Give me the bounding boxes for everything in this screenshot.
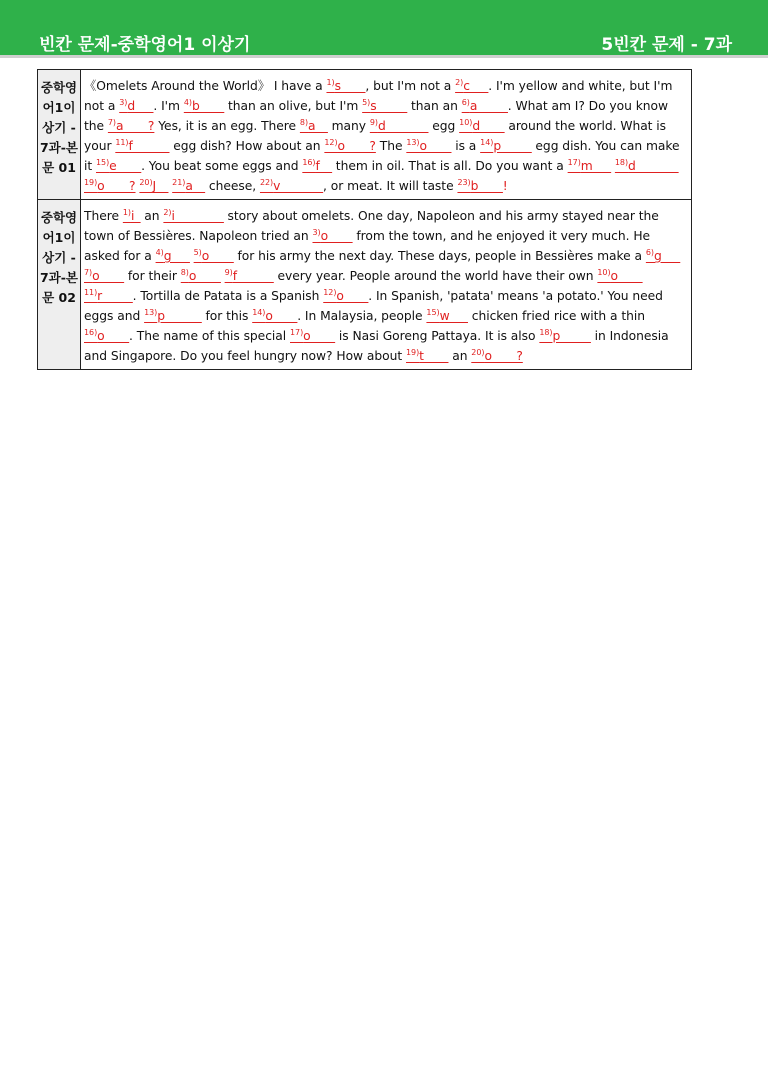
end-mark: ! — [502, 179, 508, 193]
blank-number: 6) — [645, 248, 654, 257]
blank-number: 14) — [252, 308, 266, 317]
blank-number: 1) — [326, 78, 335, 87]
blank-number: 5) — [193, 248, 202, 257]
blank-number: 3) — [312, 228, 321, 237]
answer-blank: $^{18)}$p_____ — [539, 328, 591, 343]
blank-number: 20) — [139, 178, 153, 187]
answer-blank: $^{9)}$d_______ — [369, 118, 429, 133]
answer-blank: $^{9)}$f______ — [224, 268, 274, 283]
passage-row-01 — [38, 70, 692, 200]
passage-text: 《Omelets Around the World》 I have a $^{1)}$s____, but I'm not a $^{2)}$c___. I'm yellow and white, but I'm not a $^{3)}$d___. I'm $^{4)}$b____ than an olive, but I'm $^{5)}$s_____ than an $^{6)}$a_____. What am I? Do you know the $^{7)}$a____? Yes, it is an egg. There $^{8)}$a__ many $^{9)}$d_______ egg $^{10)}$d____ around the world. What is your $^{11)}$f______ egg dish? How about an $^{12)}$o____? The $^{13)}$o____ is a $^{14)}$p_____ egg dish. You can make it $^{15)}$e____. You beat some eggs and $^{16)}$f__ them in oil. That is all. Do you want a $^{17)}$m___ $^{18)}$d_______ $^{19)}$o____? $^{20)}$J__ $^{21)}$a__ cheese, $^{22)}$v_______, or meat. It will taste $^{23)}$b____! — [81, 70, 692, 200]
answer-blank: $^{4)}$g___ — [155, 248, 190, 263]
passage-text: There $^{1)}$i_ an $^{2)}$i________ story about omelets. One day, Napoleon and his army stayed near the town of Bessières. Napoleon tried an $^{3)}$o____ from the town, and he enjoyed it very much. He asked for a $^{4)}$g___ $^{5)}$o____ for his army the next day. These days, people in Bessières make a $^{6)}$g___ $^{7)}$o____ for their $^{8)}$o____ $^{9)}$f______ every year. People around the world have their own $^{10)}$o____ $^{11)}$r_____. Tortilla de Patata is a Spanish $^{12)}$o____. In Spanish, 'patata' means 'a potato.' You need eggs and $^{13)}$p______ for this $^{14)}$o____. In Malaysia, people $^{15)}$w___ chicken fried rice with a thin $^{16)}$o____. The name of this special $^{17)}$o____ is Nasi Goreng Pattaya. It is also $^{18)}$p_____ in Indonesia and Singapore. Do you feel hungry now? How about $^{19)}$t____ an $^{20)}$o____? — [81, 200, 692, 370]
blank-number: 15) — [96, 158, 110, 167]
blank-number: 8) — [299, 118, 309, 127]
worksheet-table — [37, 69, 692, 370]
blank-number: 17) — [290, 328, 304, 337]
blank-number: 7) — [107, 118, 117, 127]
blank-number: 10) — [597, 268, 611, 277]
blank-number: 18) — [539, 328, 553, 337]
blank-number: 11) — [115, 138, 129, 147]
answer-blank: $^{13)}$o____ — [406, 138, 452, 153]
blank-number: 7) — [84, 268, 93, 277]
blank-number: 23) — [457, 178, 471, 187]
blank-number: 16) — [302, 158, 316, 167]
answer-blank: $^{7)}$o____ — [84, 268, 124, 283]
blank-number: 4) — [155, 248, 164, 257]
answer-blank: $^{2)}$i________ — [163, 208, 224, 223]
answer-blank: $^{17)}$m___ — [567, 158, 612, 173]
blank-number: 9) — [369, 118, 378, 127]
answer-blank: $^{5)}$o____ — [193, 248, 234, 263]
blank-number: 19) — [84, 178, 98, 187]
answer-blank: $^{8)}$o____ — [180, 268, 221, 283]
blank-number: 11) — [84, 288, 98, 297]
answer-blank: $^{4)}$b____ — [183, 98, 225, 113]
answer-blank: $^{22)}$v_______ — [259, 178, 324, 193]
answer-blank: $^{2)}$c___ — [455, 78, 489, 93]
header-divider — [0, 55, 768, 58]
blank-number: 9) — [224, 268, 233, 277]
blank-number: 20) — [471, 348, 485, 357]
passage-label: 중학영어1이상기 - 7과-본문 02 — [38, 200, 81, 370]
answer-blank: $^{1)}$s____ — [326, 78, 366, 93]
answer-blank: $^{8)}$a__ — [299, 118, 328, 133]
answer-blank: $^{11)}$f______ — [115, 138, 170, 153]
blank-number: 3) — [119, 98, 128, 107]
blank-number: 18) — [614, 158, 629, 167]
answer-blank: $^{3)}$d___ — [119, 98, 154, 113]
blank-number: 12) — [323, 288, 337, 297]
blank-number: 4) — [183, 98, 192, 107]
blank-number: 2) — [455, 78, 464, 87]
passage-row-02 — [38, 200, 692, 370]
answer-blank: $^{12)}$o____ — [323, 288, 369, 303]
blank-number: 16) — [84, 328, 98, 337]
answer-blank: $^{13)}$p______ — [144, 308, 202, 323]
answer-blank: $^{19)}$t____ — [406, 348, 449, 363]
answer-blank: $^{5)}$s_____ — [362, 98, 408, 113]
answer-blank: $^{16)}$o____ — [84, 328, 130, 343]
answer-blank: $^{11)}$r_____ — [84, 288, 133, 303]
answer-blank: $^{6)}$g___ — [645, 248, 681, 263]
lesson-label: 5빈칸 문제 - 7과 — [601, 35, 732, 55]
answer-blank: $^{1)}$i_ — [122, 208, 141, 223]
blank-number: 13) — [144, 308, 158, 317]
blank-number: 19) — [406, 348, 420, 357]
answer-blank: $^{10)}$d____ — [459, 118, 505, 133]
answer-blank: $^{15)}$w___ — [426, 308, 468, 323]
blank-number: 13) — [406, 138, 420, 147]
answer-blank: $^{23)}$b____ — [457, 178, 503, 193]
blank-number: 17) — [567, 158, 581, 167]
answer-blank: $^{10)}$o____ — [597, 268, 643, 283]
answer-blank: $^{20)}$o____? — [471, 348, 523, 363]
blank-number: 8) — [180, 268, 189, 277]
answer-blank: $^{12)}$o____? — [324, 138, 376, 153]
answer-blank: $^{17)}$o____ — [290, 328, 336, 343]
blank-number: 2) — [163, 208, 172, 217]
worksheet-title: 빈칸 문제-중학영어1 이상기 — [39, 35, 251, 55]
answer-blank: $^{19)}$o____? — [84, 178, 136, 193]
answer-blank: $^{7)}$a____? — [107, 118, 155, 133]
blank-number: 12) — [324, 138, 338, 147]
blank-number: 1) — [122, 208, 131, 217]
blank-number: 6) — [461, 98, 470, 107]
blank-number: 14) — [480, 138, 494, 147]
answer-blank: $^{18)}$d_______ — [614, 158, 679, 173]
answer-blank: $^{21)}$a__ — [172, 178, 206, 193]
blank-number: 10) — [459, 118, 473, 127]
answer-blank: $^{14)}$o____ — [252, 308, 298, 323]
blank-number: 22) — [259, 178, 274, 187]
blank-number: 5) — [362, 98, 371, 107]
answer-blank: $^{6)}$a_____ — [461, 98, 508, 113]
answer-blank: $^{15)}$e____ — [96, 158, 142, 173]
passage-label: 중학영어1이상기 - 7과-본문 01 — [38, 70, 81, 200]
answer-blank: $^{14)}$p_____ — [480, 138, 532, 153]
answer-blank: $^{16)}$f__ — [302, 158, 332, 173]
answer-blank: $^{20)}$J__ — [139, 178, 169, 193]
blank-number: 21) — [172, 178, 186, 187]
answer-blank: $^{3)}$o____ — [312, 228, 353, 243]
page-header — [0, 0, 768, 55]
blank-number: 15) — [426, 308, 440, 317]
